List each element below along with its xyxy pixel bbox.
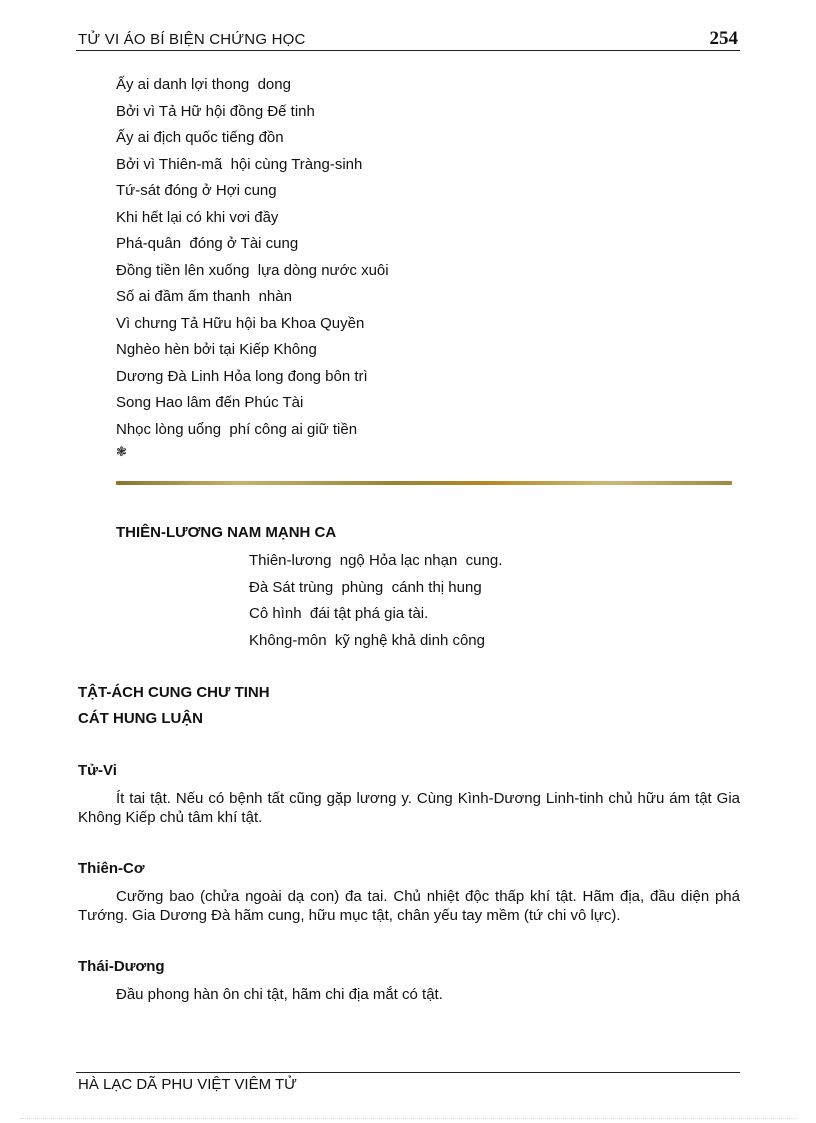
entry-body-thai-duong: Đầu phong hàn ôn chi tật, hãm chi địa mắt có tật. xyxy=(116,986,443,1003)
song-title: THIÊN-LƯƠNG NAM MẠNH CA xyxy=(116,524,337,541)
verse-line: Bởi vì Thiên-mã hội cùng Tràng-sinh xyxy=(116,155,363,173)
verse-line: Số ai đầm ấm thanh nhàn xyxy=(116,288,292,305)
page-header-title: TỬ VI ÁO BÍ BIỆN CHỨNG HỌC xyxy=(78,31,306,48)
verse-line: Phá-quân đóng ở Tài cung xyxy=(116,235,299,252)
entry-heading-tu-vi: Tử-Vi xyxy=(78,762,117,779)
song-line: Đà Sát trùng phùng cánh thị hung xyxy=(249,578,482,596)
chapter-title-line1: TẬT-ÁCH CUNG CHƯ TINH xyxy=(78,684,270,701)
entry-heading-thai-duong: Thái-Dương xyxy=(78,958,165,975)
verse-line: Ấy ai địch quốc tiếng đồn xyxy=(116,129,284,146)
entry-body-thien-co: Cưỡng bao (chửa ngoài dạ con) đa tai. Chủ nhiệt độc thấp khí tật. Hãm địa, đầu diện phá Tướng. Gia Dương Đà hãm cung, hữu mục tật, chân yếu tay mềm (tứ chi vô lực). xyxy=(78,888,740,924)
flower-icon: ❃ xyxy=(116,444,127,459)
gold-divider xyxy=(116,481,732,485)
verse-block xyxy=(116,74,716,445)
entry-heading-thien-co: Thiên-Cơ xyxy=(78,860,145,877)
verse-line: Song Hao lâm đến Phúc Tài xyxy=(116,394,304,411)
song-verse xyxy=(249,550,502,656)
verse-line: Vì chưng Tả Hữu hội ba Khoa Quyền xyxy=(116,314,365,332)
verse-line: Dương Đà Linh Hỏa long đong bôn trì xyxy=(116,367,368,385)
page-edge-dots xyxy=(20,1118,796,1119)
header-rule xyxy=(76,50,740,51)
verse-line: Ấy ai danh lợi thong dong xyxy=(116,76,291,93)
entry-body-tu-vi: Ít tai tật. Nếu có bệnh tất cũng gặp lương y. Cùng Kình-Dương Linh-tinh chủ hữu ám tật Gia Không Kiếp chủ tâm khí tật. xyxy=(78,790,740,826)
verse-line: Bởi vì Tả Hữ hội đồng Đế tinh xyxy=(116,102,315,120)
song-line: Cô hình đái tật phá gia tài. xyxy=(249,605,429,622)
verse-line: Tứ-sát đóng ở Hợi cung xyxy=(116,182,277,199)
verse-line: Nhọc lòng uổng phí công ai giữ tiền xyxy=(116,420,358,438)
verse-line: Khi hết lại có khi vơi đầy xyxy=(116,208,279,226)
page-number: 254 xyxy=(709,28,738,49)
verse-line: Đồng tiền lên xuống lựa dòng nước xuôi xyxy=(116,261,389,279)
verse-line: Nghèo hèn bởi tại Kiếp Không xyxy=(116,341,317,358)
song-line: Thiên-lương ngộ Hỏa lạc nhạn cung. xyxy=(249,552,503,569)
chapter-title-line2: CÁT HUNG LUẬN xyxy=(78,710,203,727)
footer-rule xyxy=(76,1072,740,1073)
page-footer-text: HÀ LẠC DÃ PHU VIỆT VIÊM TỬ xyxy=(78,1076,297,1093)
song-line: Không-môn kỹ nghệ khả dinh công xyxy=(249,631,485,649)
